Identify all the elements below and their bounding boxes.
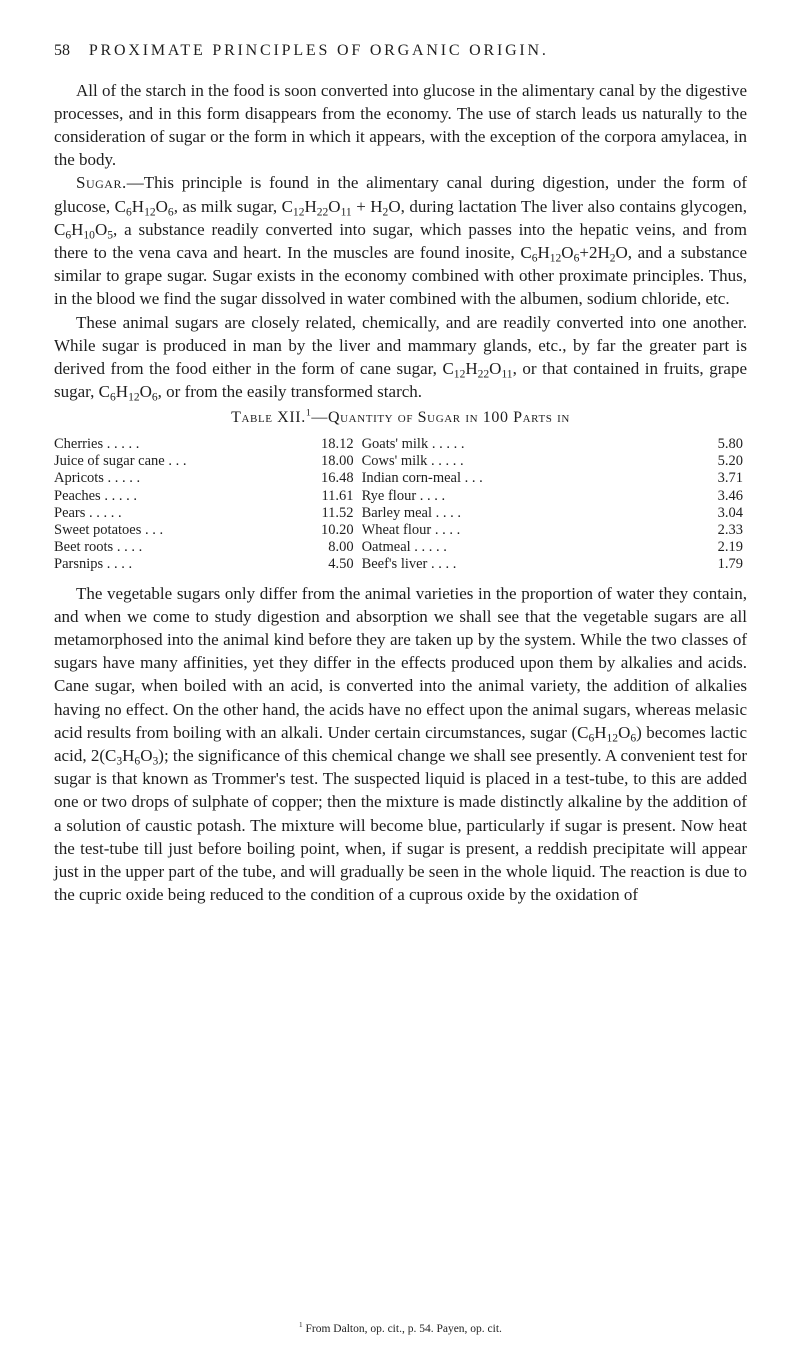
food-name: Barley meal . . . . [361,504,462,521]
food-name: Goats' milk . . . . . [361,436,465,453]
running-title: PROXIMATE PRINCIPLES OF ORGANIC ORIGIN. [88,42,549,59]
section-heading-sugar: Sugar. [76,173,127,193]
table-row [54,539,354,556]
lactic-acid-formula: $2(C_3H_6O_3)$ [90,746,164,768]
table-row [362,539,743,556]
table-row [362,556,743,573]
sugar-value: 18.12 [320,436,354,453]
table-caption: —Quantity of Sugar in 100 Parts in [311,409,570,427]
sugar-value: 5.20 [717,453,743,470]
sugar-formula: $(C_6H_{12}O_6)$ [571,722,642,745]
food-name: Wheat flour . . . . [361,522,461,539]
table-row [54,436,354,453]
paragraph-text: , as milk sugar, [173,196,282,216]
food-name: Rye flour . . . . [361,487,446,504]
sugar-value: 8.00 [328,539,354,556]
footnote-text: From Dalton, op. cit., p. 54. Payen, op. cit. [302,1323,502,1335]
paragraph-text: All of the starch in the food is soon converted into glucose in the alimentary canal by the digestive processes, and in this form disappears from the economy. The use of starch leads us naturally to the consideration of sugar or the form in which it appears, with the exception of the corpora amylacea, in the body. [54,80,747,170]
paragraph-text: , a substance readily converted into sugar, which passes into the hepatic veins, and from there to the vena cava and heart. In the muscles are found inosite, [54,219,747,263]
food-name: Cherries . . . . . [54,436,140,453]
table-row [362,470,743,487]
paragraph-text: , during lactation The liver also contains glycogen, [400,196,748,216]
sugar-value: 11.52 [321,504,354,521]
sugar-value: 3.46 [717,487,743,504]
paragraph-vegetable-sugars [54,582,747,907]
cane-sugar-formula: $C_{12}H_{22}O_{11}$ [442,359,513,381]
sugar-value: 18.00 [320,453,354,470]
sugar-value: 5.80 [717,436,743,453]
food-name: Juice of sugar cane . . . [54,453,187,470]
paragraph-text: These animal sugars are closely related, chemically, and are readily converted into one another. While sugar is produced in man by the liver and mammary glands, etc., by far the greater part is derived from the food either in the form of cane sugar, [54,312,747,379]
sugar-value: 3.04 [717,504,743,521]
table-column-right [354,436,743,574]
food-name: Sweet potatoes . . . [54,522,164,539]
table-row [54,453,354,470]
paragraph-sugar [54,171,747,310]
table-row [362,522,743,539]
footnote-mark: 1 [299,1321,303,1330]
paragraph-animal-sugars [54,311,747,404]
food-name: Oatmeal . . . . . [361,539,447,556]
grape-sugar-formula: $C_6H_{12}O_6$ [98,382,158,404]
sugar-value: 4.50 [328,556,354,573]
sugar-value: 1.79 [717,556,743,573]
table-row [54,488,354,505]
sugar-quantity-table [54,436,743,574]
table-row [362,488,743,505]
food-name: Beet roots . . . . [54,539,143,556]
sugar-value: 2.19 [717,539,743,556]
paragraph-text: , and a substance similar to grape sugar. Sugar exists in the economy combined with other proximate principles. Thus, in the blood we find the sugar dissolved in water combined with the albumen, sodium chloride, etc. [54,243,748,309]
table-row [54,556,354,573]
page-number: 58 [54,42,70,59]
food-name: Beef's liver . . . . [361,556,457,573]
table-title [54,407,747,430]
paragraph-text: , or from the easily transformed starch. [157,382,423,402]
paragraph-text: —This principle is found in the alimentary canal during digestion, under the form of glucose, [54,173,747,216]
table-column-left [54,436,354,574]
table-row [54,470,354,487]
sugar-value: 2.33 [717,522,743,539]
inosite-formula: $C_6H_{12}O_6+2H_2O$ [520,243,628,265]
paragraph-text: , or that contained in fruits, grape sugar, [54,359,747,402]
table-row [54,505,354,522]
food-name: Cows' milk . . . . . [361,453,464,470]
sugar-value: 11.61 [321,487,354,504]
running-header [54,40,747,63]
food-name: Pears . . . . . [54,504,122,521]
paragraph-text: becomes lactic acid, [54,722,748,766]
table-row [362,505,743,522]
glucose-formula: $C_6H_{12}O_6$ [114,196,174,219]
food-name: Apricots . . . . . [54,470,141,487]
table-row [54,522,354,539]
table-number: Table XII. [231,409,306,427]
footnote [0,1318,801,1341]
sugar-value: 10.20 [320,522,354,539]
footnote-reference: 1 [305,408,312,420]
food-name: Peaches . . . . . [54,487,137,504]
table-row [362,436,743,453]
paragraph-starch [54,79,747,172]
sugar-value: 3.71 [717,470,743,487]
food-name: Indian corn-meal . . . [361,470,483,487]
milk-sugar-formula: $C_{12}H_{22}O_{11} + H_2O$ [281,196,401,219]
sugar-value: 16.48 [320,470,354,487]
paragraph-text: The vegetable sugars only differ from the animal varieties in the proportion of water they contain, and when we come to study digestion and absorption we shall see that the vegetable sugars are all metamorphosed into the animal kind before they are taken up by the system. While the two classes of sugars have many affinities, yet they differ in the effects produced upon them by alkalies and acids. Cane sugar, when boiled with an acid, is converted into the animal variety, the addition of alkalies having no effect. On the other hand, the acids have no effect upon the animal sugars, whereas melasic acid results from boiling with an alkali. Under certain circumstances, sugar [54,583,747,742]
glycogen-formula: $C_6H_{10}O_5$ [54,219,114,242]
table-row [362,453,743,470]
paragraph-text: ; the significance of this chemical change we shall see presently. A convenient test for sugar is that known as Trommer's test. The suspected liquid is placed in a test-tube, to this are added one or two drops of sulphate of copper; then the mixture is made distinctly alkaline by the addition of a solution of caustic potash. The mixture will become blue, particularly if sugar is present. Now heat the test-tube till just before boiling point, when, if sugar is present, a reddish precipitate will appear just in the upper part of the tube, and will gradually be seen in the whole liquid. The reaction is due to the cupric oxide being reduced to the condition of a cuprous oxide by the oxidation of [54,746,747,905]
food-name: Parsnips . . . . [54,556,133,573]
